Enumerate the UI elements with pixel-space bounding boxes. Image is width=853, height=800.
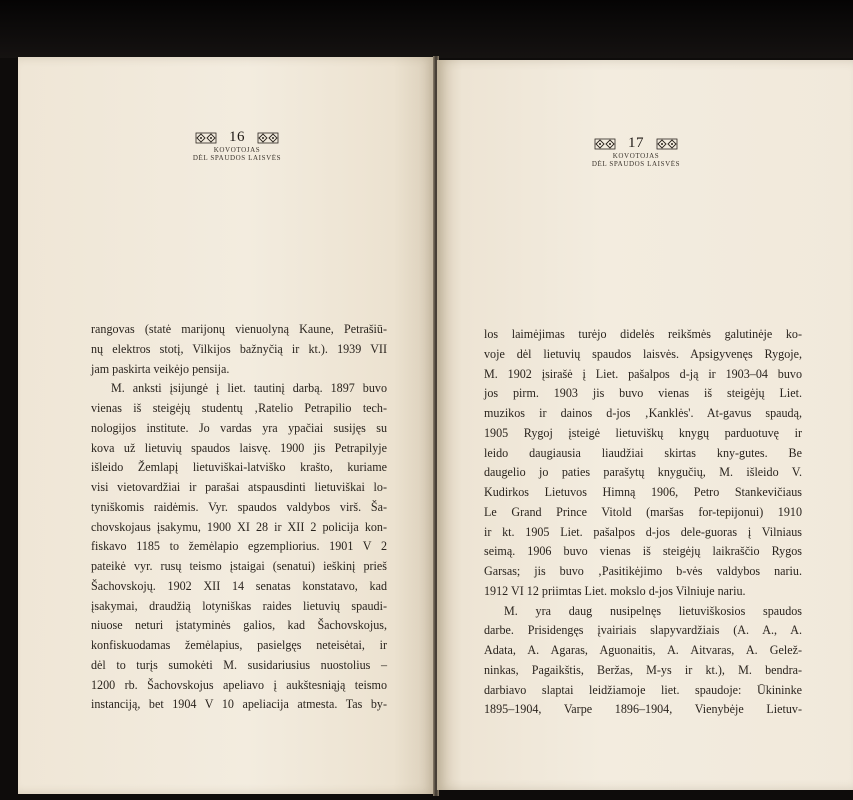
text-line: kova už lietuvių spaudos laisvę. 1900 jis Petrapilyje xyxy=(91,440,387,455)
running-title-line2: DĖL SPAUDOS LAISVĖS xyxy=(591,160,681,168)
text-line: dėl to turįs sumokėti M. susidariusius nuostolius – xyxy=(91,657,387,672)
left-page-header xyxy=(137,129,337,162)
text-line: Kudirkos Lietuvos Himną 1906, Petro Stankevičiaus xyxy=(484,485,802,499)
text-line: Garsas; jis buvo ‚Pasitikėjimo b-vės valdybos nariu. xyxy=(484,564,802,578)
text-line: jos pirm. 1903 jis buvo vienas iš steigėjų Liet. xyxy=(484,386,802,401)
text-line: išleido Žemlapį lietuviškai-latviško krašto, kuriame xyxy=(91,460,387,475)
text-line: rangovas (statė marijonų vienuolyną Kaune, Petrašiū- xyxy=(91,322,387,336)
text-line: niuose neturi įstatyminės galios, kad Šachovskojus, xyxy=(91,618,387,633)
running-title-line1: KOVOTOJAS xyxy=(213,146,261,154)
text-line: konfiskuodamas žemėlapius, pasielgęs neteisėtai, ir xyxy=(91,638,387,652)
text-line: M. anksti įsijungė į liet. tautinį darbą. 1897 buvo xyxy=(111,381,387,396)
text-line: darbiavo slaptai leidžiamoje liet. spaudoje: Ūkininke xyxy=(484,682,802,697)
running-title-line1: KOVOTOJAS xyxy=(612,152,660,160)
text-line: 1912 VI 12 priimtas Liet. mokslo d-jos Vilniuje nariu. xyxy=(484,583,746,598)
text-line: muzikos ir dainos d-jos ‚Kanklės'. At-gavus spaudą, xyxy=(484,406,802,420)
text-line: nų elektros stotį, Vilkijos bažnyčią ir kt.). 1939 VII xyxy=(91,341,387,356)
text-line: darbe. Prisidengęs įvairiais slapyvardžiais (A. A., A. xyxy=(484,623,802,638)
text-line: 1895–1904, Varpe 1896–1904, Vienybėje Lietuv- xyxy=(484,702,802,717)
text-line: pateikė vyr. rusų teismo įstaigai (senatui) ieškinį prieš xyxy=(91,559,387,573)
left-page xyxy=(18,57,435,794)
right-page xyxy=(437,60,853,790)
text-line: los laimėjimas turėjo didelės reikšmės galutinėje ko- xyxy=(484,327,802,341)
left-body-text xyxy=(91,320,387,715)
right-header-row xyxy=(536,135,736,152)
text-line: nologijos institute. Jo vardas yra ypačiai susijęs su xyxy=(91,420,387,435)
page-number: 16 xyxy=(229,129,245,145)
left-header-row xyxy=(137,129,337,146)
text-line: fiskavo 1185 to žemėlapio egzempliorius. 1901 V 2 xyxy=(91,539,387,554)
ornament-left-icon xyxy=(594,138,616,150)
page-number: 17 xyxy=(628,135,644,151)
running-title-line2: DĖL SPAUDOS LAISVĖS xyxy=(192,154,282,162)
text-line: jam paskirta veikėjo pensija. xyxy=(91,361,230,376)
right-page-header xyxy=(536,135,736,168)
text-line: seimą. 1906 buvo vienas iš steigėjų laikraščio Rygos xyxy=(484,544,802,559)
text-line: visi vietovardžiai ir parašai atspausdinti lietuviškai lo- xyxy=(91,480,387,494)
text-line: leido daugiausia liaudžiai skirtas kny-gutes. Be xyxy=(484,445,802,460)
text-line: 1200 rb. Šachovskojus apeliavo į aukštesniąją teismo xyxy=(91,677,387,692)
text-line: ir kt. 1905 Liet. pašalpos d-jos dele-guoras į Vilniaus xyxy=(484,524,802,539)
text-line: įsakymai, draudžią lotyniškas raides lietuvių spaudi- xyxy=(91,598,387,613)
text-line: voje dėl lietuvių spaudos laisvės. Apsigyvenęs Rygoje, xyxy=(484,346,802,361)
dark-background xyxy=(0,0,853,58)
ornament-right-icon xyxy=(656,138,678,150)
text-line: vienas iš steigėjų studentų ‚Ratelio Petrapilio tech- xyxy=(91,401,387,415)
text-line: Adata, A. Agaras, Aguonaitis, A. Aitvaras, A. Gelež- xyxy=(484,643,802,657)
text-line: 1905 Rygoj įsteigė lietuviškų knygų parduotuvę ir xyxy=(484,425,802,440)
text-line: ninkas, Pagaikštis, Beržas, M-ys ir kt.), M. bendra- xyxy=(484,662,802,677)
text-line: daugelio jo paties parašytų knygučių, M. išleido V. xyxy=(484,465,802,480)
ornament-left-icon xyxy=(195,132,217,144)
text-line: M. 1902 įsirašė į Liet. pašalpos d-ją ir 1903–04 buvo xyxy=(484,366,802,381)
right-body-text xyxy=(484,325,802,720)
ornament-right-icon xyxy=(257,132,279,144)
text-line: instanciją, bet 1904 V 10 apeliacija atmesta. Tas by- xyxy=(91,697,387,712)
text-line: Le Grand Prince Vitold (maršas for-tepijonui) 1910 xyxy=(484,504,802,519)
text-line: chovskojaus įsakymu, 1900 XI 28 ir XII 2 policija kon- xyxy=(91,519,387,534)
text-line: Šachovskojų. 1902 XII 14 senatas konstatavo, kad xyxy=(91,578,387,593)
text-line: M. yra daug nusipelnęs lietuviškosios spaudos xyxy=(504,603,802,618)
text-line: tyniškomis raidėmis. Vyr. spaudos valdybos virš. Ša- xyxy=(91,499,387,514)
